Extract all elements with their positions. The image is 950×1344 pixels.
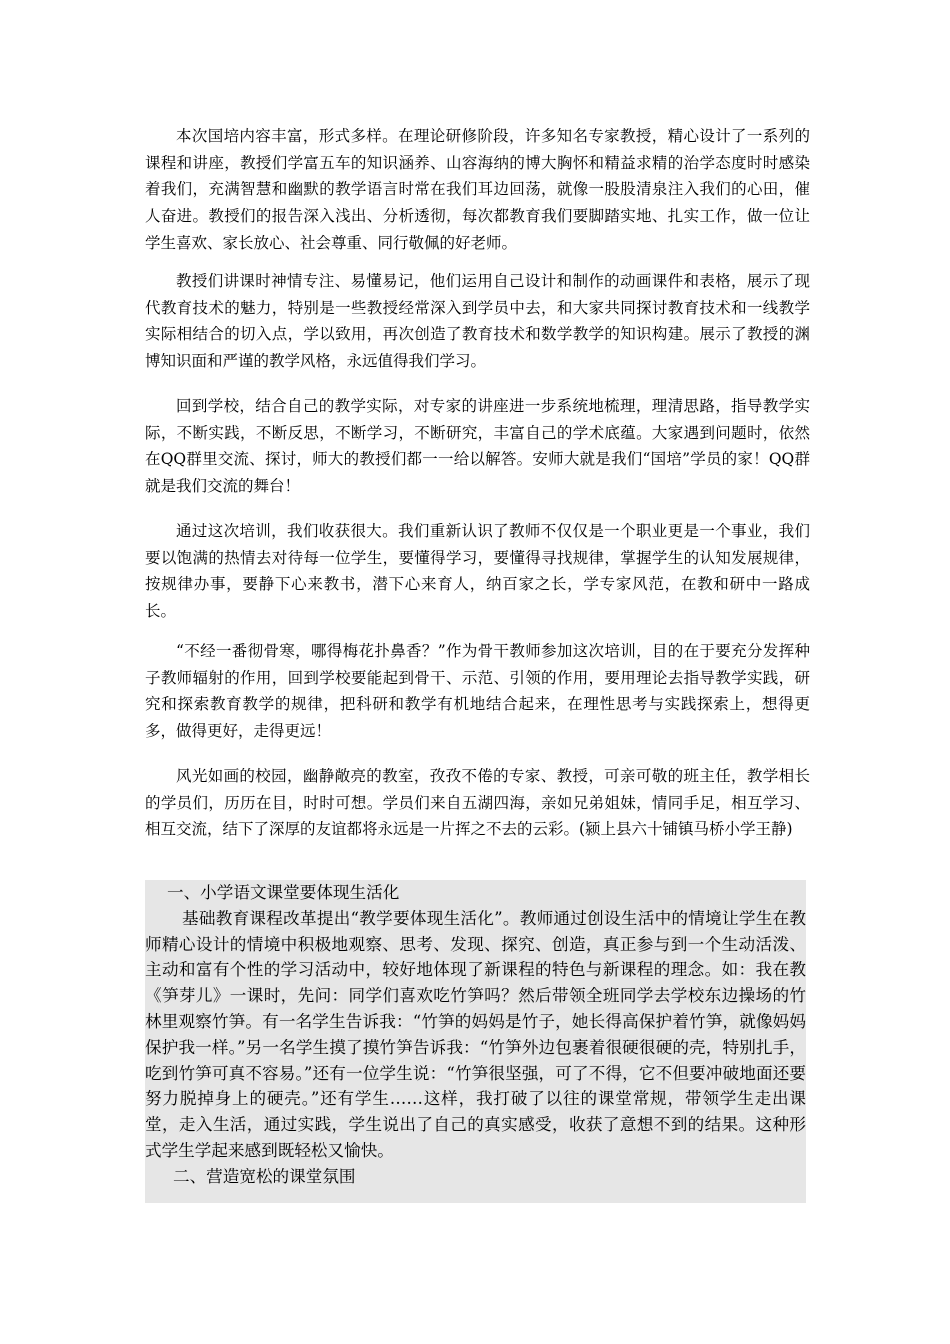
paragraph: 通过这次培训，我们收获很大。我们重新认识了教师不仅仅是一个职业更是一个事业，我们要以饱满的热情去对待每一位学生，要懂得学习，要懂得寻找规律，掌握学生的认知发展规律，按规律办事，要静下心来教书，潜下心来育人，纳百家之长，学专家风范，在教和研中一路成长。 [145, 522, 810, 621]
paragraph: 风光如画的校园，幽静敞亮的教室，孜孜不倦的专家、教授，可亲可敬的班主任，教学相长的学员们，历历在目，时时可想。学员们来自五湖四海，亲如兄弟姐妹，情同手足，相互学习、相互交流，结下了深厚的友谊都将永远是一片挥之不去的云彩。(颍上县六十铺镇马桥小学王静) [145, 767, 810, 839]
paragraph: 教授们讲课时神情专注、易懂易记，他们运用自己设计和制作的动画课件和表格，展示了现代教育技术的魅力，特别是一些教授经常深入到学员中去，和大家共同探讨教育技术和一线教学实际相结合的切入点，学以致用，再次创造了教育技术和数学教学的知识构建。展示了教授的渊博知识面和严谨的教学风格，永远值得我们学习。 [145, 272, 810, 371]
paragraph: “不经一番彻骨寒，哪得梅花扑鼻香？”作为骨干教师参加这次培训，目的在于要充分发挥种子教师辐射的作用，回到学校要能起到骨干、示范、引领的作用，要用理论去指导教学实践，研究和探索教育教学的规律，把科研和教学有机地结合起来，在理性思考与实践探索上，想得更多，做得更好，走得更远！ [145, 642, 810, 741]
paragraph: 回到学校，结合自己的教学实际，对专家的讲座进一步系统地梳理，理清思路，指导教学实际，不断实践，不断反思，不断学习，不断研究，丰富自己的学术底蕴。大家遇到问题时，依然在QQ群里交流、探讨，师大的教授们都一一给以解答。安师大就是我们“国培”学员的家！QQ群就是我们交流的舞台！ [145, 397, 810, 496]
shaded-section [145, 880, 806, 1203]
section-heading: 二、营造宽松的课堂氛围 [173, 1166, 356, 1186]
paragraph: 本次国培内容丰富，形式多样。在理论研修阶段，许多知名专家教授，精心设计了一系列的课程和讲座，教授们学富五车的知识涵养、山容海纳的博大胸怀和精益求精的治学态度时时感染着我们，充满智慧和幽默的教学语言时常在我们耳边回荡，就像一股股清泉注入我们的心田，催人奋进。教授们的报告深入浅出、分析透彻，每次都教育我们要脚踏实地、扎实工作，做一位让学生喜欢、家长放心、社会尊重、同行敬佩的好老师。 [145, 127, 810, 252]
section-heading: 一、小学语文课堂要体现生活化 [167, 883, 400, 902]
section-body: 基础教育课程改革提出“教学要体现生活化”。教师通过创设生活中的情境让学生在教师精心设计的情境中积极地观察、思考、发现、探究、创造，真正参与到一个生动活泼、主动和富有个性的学习活动中，较好地体现了新课程的特色与新课程的理念。如：我在教《笋芽儿》一课时，先问：同学们喜欢吃竹笋吗？然后带领全班同学去学校东边操场的竹林里观察竹笋。有一名学生告诉我：“竹笋的妈妈是竹子，她长得高保护着竹笋，就像妈妈保护我一样。”另一名学生摸了摸竹笋告诉我：“竹笋外边包裹着很硬很硬的壳，特别扎手，吃到竹笋可真不容易。”还有一位学生说：“竹笋很坚强，可了不得，它不但要冲破地面还要努力脱掉身上的硬壳。”还有学生……这样，我打破了以往的课堂常规，带领学生走出课堂，走入生活，通过实践，学生说出了自己的真实感受，收获了意想不到的结果。这种形式学生学起来感到既轻松又愉快。 [145, 908, 806, 1160]
